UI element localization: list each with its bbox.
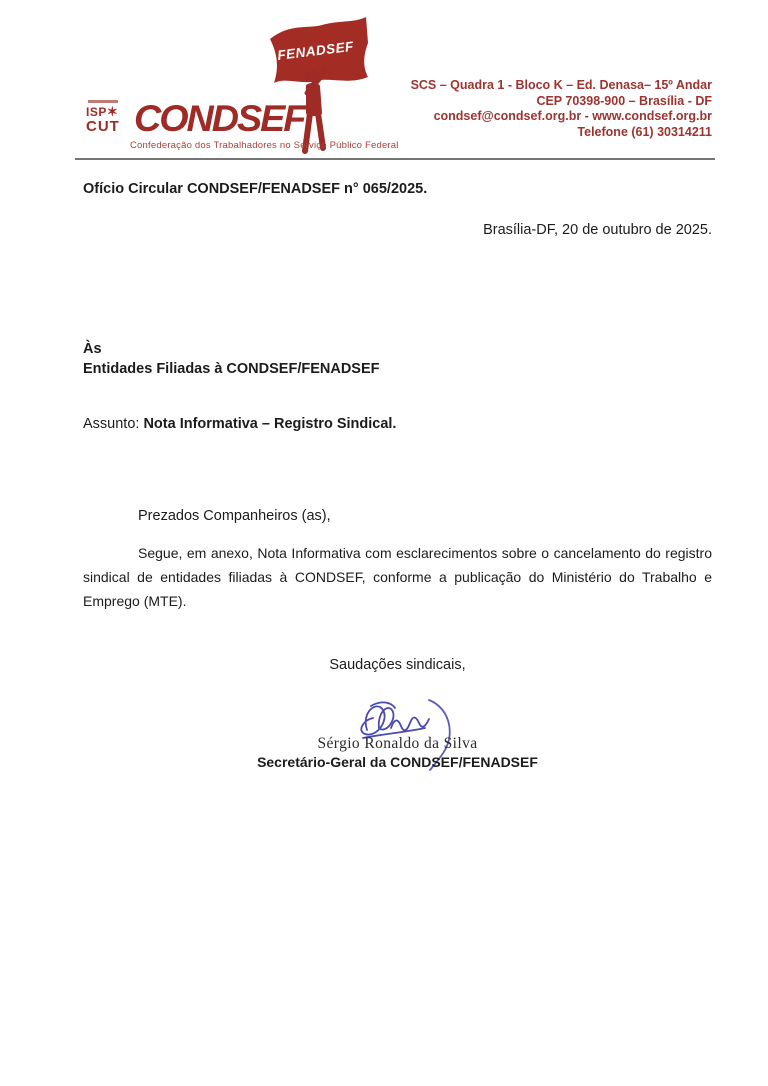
contact-phone-line: Telefone (61) 30314211 xyxy=(577,124,712,139)
flag-wordmark: FENADSEF xyxy=(276,38,355,63)
brand-tagline: Confederação dos Trabalhadores no Serviço Público Federal xyxy=(130,140,399,151)
contact-email-website-line: condsef@condsef.org.br - www.condsef.org.br xyxy=(433,109,712,123)
header-rule xyxy=(75,158,715,160)
micro-text-decoration xyxy=(88,100,118,103)
signer-title: Secretário-Geral da CONDSEF/FENADSEF xyxy=(257,754,538,770)
document-reference: Ofício Circular CONDSEF/FENADSEF n° 065/2025. xyxy=(83,181,428,197)
contact-cep-line: CEP 70398-900 – Brasília - DF xyxy=(536,93,712,108)
recipient-salutation: Às xyxy=(83,341,102,357)
subject-value: Nota Informativa – Registro Sindical. xyxy=(143,416,397,432)
body-paragraph: Segue, em anexo, Nota Informativa com esclarecimentos sobre o cancelamento do registro sindical de entidades filiadas à CONDSEF, conforme a publicação do Ministério do Trabalho e Emprego (MTE). xyxy=(83,545,712,609)
contact-address-line: SCS – Quadra 1 - Bloco K – Ed. Denasa– 15º Andar xyxy=(410,78,712,92)
isp-star-icon: ✶ xyxy=(106,104,119,119)
recipient-name: Entidades Filiadas à CONDSEF/FENADSEF xyxy=(83,360,380,377)
signer-name: Sérgio Ronaldo da Silva xyxy=(317,735,478,752)
signature-block xyxy=(83,700,712,780)
brand-wordmark: CONDSEF xyxy=(134,98,305,139)
recipient-block xyxy=(83,340,380,379)
closing-salutation: Saudações sindicais, xyxy=(329,657,466,673)
subject-line xyxy=(83,416,396,432)
date-line: Brasília-DF, 20 de outubro de 2025. xyxy=(483,222,712,238)
contact-block xyxy=(411,78,712,140)
isp-label: ISP xyxy=(86,105,107,119)
subject-label: Assunto: xyxy=(83,416,144,432)
isp-cut-marks xyxy=(86,100,134,134)
condsef-logo xyxy=(86,12,399,160)
isp-mark xyxy=(86,105,134,119)
greeting: Prezados Companheiros (as), xyxy=(138,508,331,524)
cut-mark: CUT xyxy=(86,118,120,135)
